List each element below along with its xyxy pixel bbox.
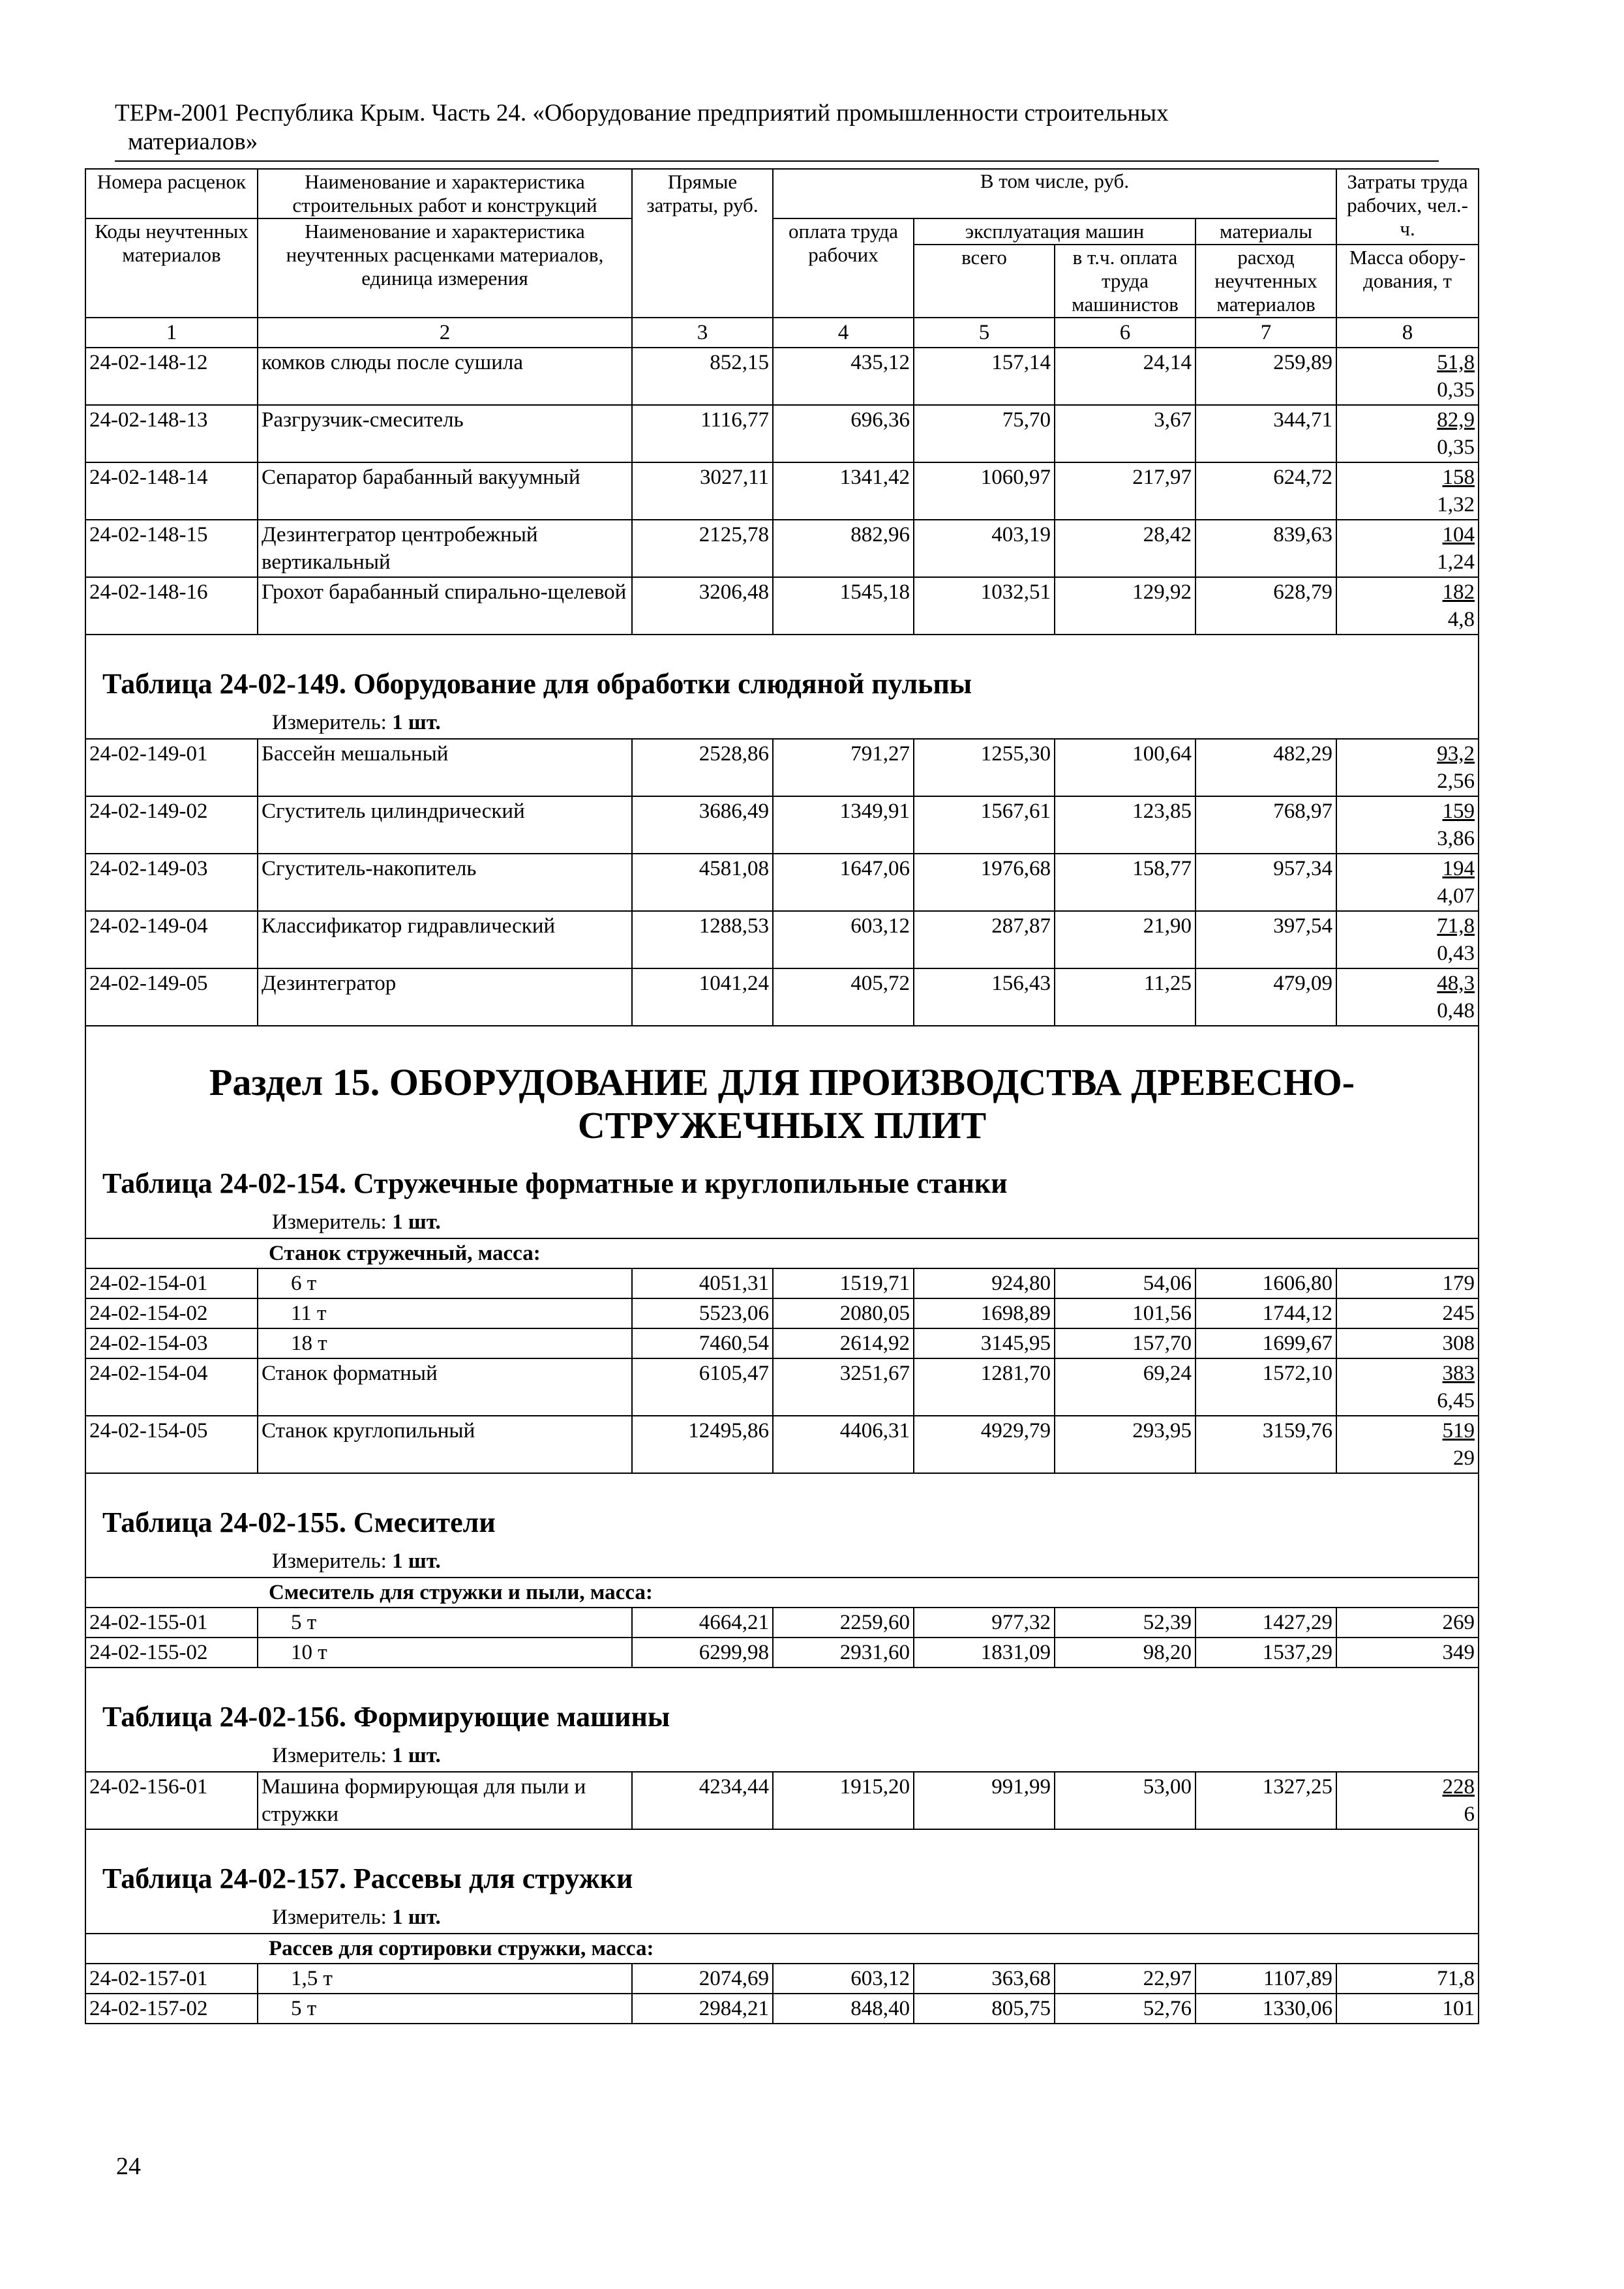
- rate-code: 24-02-157-02: [85, 1994, 258, 2024]
- table-156-title: Таблица 24-02-156. Формирующие машины: [102, 1701, 670, 1733]
- labor-mass-cell: [1336, 1416, 1479, 1473]
- labor-pay: 1545,18: [773, 577, 914, 635]
- equipment-mass: 3,86: [1437, 827, 1475, 850]
- direct-cost: 4051,31: [632, 1268, 773, 1298]
- labor-hours: 245: [1442, 1302, 1475, 1325]
- rate-name: 1,5 т: [258, 1964, 632, 1994]
- direct-cost: 4234,44: [632, 1772, 773, 1829]
- machinist-pay: 217,97: [1055, 462, 1195, 520]
- machines-total: 924,80: [914, 1268, 1055, 1298]
- labor-hours: 519: [1442, 1419, 1475, 1443]
- machines-total: 1567,61: [914, 796, 1055, 854]
- labor-mass-cell: [1336, 968, 1479, 1026]
- table-149-title: Таблица 24-02-149. Оборудование для обработки слюдяной пульпы: [102, 668, 972, 700]
- table-row: [85, 520, 1479, 577]
- machinist-pay: 100,64: [1055, 739, 1195, 796]
- labor-hours: 104: [1442, 523, 1475, 546]
- labor-pay: 2931,60: [773, 1638, 914, 1668]
- materials-cost: 768,97: [1195, 796, 1336, 854]
- rate-code: 24-02-154-03: [85, 1328, 258, 1358]
- table-row: [85, 854, 1479, 911]
- materials-cost: 1699,67: [1195, 1328, 1336, 1358]
- header-row-2: [85, 218, 1479, 245]
- rate-code: 24-02-149-05: [85, 968, 258, 1026]
- machinist-pay: 21,90: [1055, 911, 1195, 968]
- machinist-pay: 157,70: [1055, 1328, 1195, 1358]
- rate-name: Дезинтегратор центробежный вертикальный: [258, 520, 632, 577]
- direct-cost: 2074,69: [632, 1964, 773, 1994]
- labor-pay: 435,12: [773, 348, 914, 405]
- labor-pay: 696,36: [773, 405, 914, 462]
- equipment-mass: 4,8: [1447, 608, 1475, 631]
- rate-name: 11 т: [258, 1298, 632, 1328]
- labor-pay: 1647,06: [773, 854, 914, 911]
- machines-total: 1032,51: [914, 577, 1055, 635]
- rate-code: 24-02-156-01: [85, 1772, 258, 1829]
- direct-cost: 3686,49: [632, 796, 773, 854]
- materials-cost: 1537,29: [1195, 1638, 1336, 1668]
- table-row: [85, 968, 1479, 1026]
- machines-total: 1255,30: [914, 739, 1055, 796]
- materials-cost: 3159,76: [1195, 1416, 1336, 1473]
- table-row: [85, 739, 1479, 796]
- table-row: [85, 405, 1479, 462]
- machines-total: 75,70: [914, 405, 1055, 462]
- direct-cost: 7460,54: [632, 1328, 773, 1358]
- labor-mass-cell: [1336, 348, 1479, 405]
- equipment-mass: 0,35: [1437, 436, 1475, 459]
- labor-hours: 51,8: [1437, 351, 1475, 374]
- direct-cost: 1288,53: [632, 911, 773, 968]
- machines-header: эксплуатация машин: [914, 218, 1195, 245]
- labor-hours: 383: [1442, 1362, 1475, 1385]
- materials-header: материалы: [1195, 218, 1336, 245]
- labor-hours: 71,8: [1437, 1967, 1475, 1990]
- equipment-mass: 2,56: [1437, 770, 1475, 793]
- labor-hours: 349: [1442, 1641, 1475, 1664]
- machinist-pay: 28,42: [1055, 520, 1195, 577]
- labor-pay: 848,40: [773, 1994, 914, 2024]
- rate-name: Сгуститель-накопитель: [258, 854, 632, 911]
- machines-total: 363,68: [914, 1964, 1055, 1994]
- materials-cost: 1427,29: [1195, 1608, 1336, 1638]
- rate-name: 6 т: [258, 1268, 632, 1298]
- machinist-pay: 69,24: [1055, 1358, 1195, 1416]
- labor-pay: 2614,92: [773, 1328, 914, 1358]
- machines-total: 1281,70: [914, 1358, 1055, 1416]
- labor-mass-cell: [1336, 1638, 1479, 1668]
- col5-header: всего: [914, 245, 1055, 318]
- machines-total: 1060,97: [914, 462, 1055, 520]
- machines-total: 403,19: [914, 520, 1055, 577]
- materials-cost: 1107,89: [1195, 1964, 1336, 1994]
- labor-mass-cell: [1336, 911, 1479, 968]
- section-15-title: Раздел 15. ОБОРУДОВАНИЕ ДЛЯ ПРОИЗВОДСТВА ДРЕВЕСНО- СТРУЖЕЧНЫХ ПЛИТ: [209, 1061, 1355, 1146]
- labor-pay: 791,27: [773, 739, 914, 796]
- machinist-pay: 53,00: [1055, 1772, 1195, 1829]
- rate-name: Машина формирующая для пыли и стружки: [258, 1772, 632, 1829]
- labor-hours: 71,8: [1437, 914, 1475, 938]
- direct-cost: 852,15: [632, 348, 773, 405]
- machines-total: 3145,95: [914, 1328, 1055, 1358]
- labor-mass-cell: [1336, 1608, 1479, 1638]
- table-155-measure: Измеритель: 1 шт.: [272, 1549, 441, 1573]
- rate-code: 24-02-148-15: [85, 520, 258, 577]
- table-row: [85, 462, 1479, 520]
- labor-pay: 3251,67: [773, 1358, 914, 1416]
- materials-cost: 479,09: [1195, 968, 1336, 1026]
- col2-top: Наименование и характеристика строительных работ и конструкций: [258, 169, 632, 218]
- materials-cost: 624,72: [1195, 462, 1336, 520]
- table-157-measure: Измеритель: 1 шт.: [272, 1906, 441, 1929]
- direct-cost: 4581,08: [632, 854, 773, 911]
- labor-mass-cell: [1336, 739, 1479, 796]
- direct-cost: 2528,86: [632, 739, 773, 796]
- table-row: [85, 577, 1479, 635]
- materials-cost: 839,63: [1195, 520, 1336, 577]
- labor-mass-cell: [1336, 796, 1479, 854]
- group-row: Смеситель для стружки и пыли, масса:: [85, 1578, 1479, 1608]
- labor-mass-cell: [1336, 1964, 1479, 1994]
- rate-name: Разгрузчик-смеситель: [258, 405, 632, 462]
- machines-total: 1698,89: [914, 1298, 1055, 1328]
- direct-cost: 2984,21: [632, 1994, 773, 2024]
- rate-name: 5 т: [258, 1608, 632, 1638]
- col-number: 8: [1336, 318, 1479, 348]
- materials-cost: 628,79: [1195, 577, 1336, 635]
- machinist-pay: 101,56: [1055, 1298, 1195, 1328]
- machinist-pay: 24,14: [1055, 348, 1195, 405]
- equipment-mass: 1,32: [1437, 493, 1475, 516]
- table-row: [85, 796, 1479, 854]
- rate-code: 24-02-154-01: [85, 1268, 258, 1298]
- col1-bottom: Коды неучтенных материалов: [85, 218, 258, 318]
- direct-cost: 1116,77: [632, 405, 773, 462]
- machinist-pay: 11,25: [1055, 968, 1195, 1026]
- table-row: [85, 1416, 1479, 1473]
- labor-hours: 269: [1442, 1611, 1475, 1634]
- machines-total: 1831,09: [914, 1638, 1055, 1668]
- col6-header: в т.ч. оплата труда машинистов: [1055, 245, 1195, 318]
- rate-code: 24-02-148-14: [85, 462, 258, 520]
- col-number: 5: [914, 318, 1055, 348]
- direct-cost: 3027,11: [632, 462, 773, 520]
- machines-total: 157,14: [914, 348, 1055, 405]
- labor-mass-cell: [1336, 405, 1479, 462]
- header-line-1: ТЕРм-2001 Республика Крым. Часть 24. «Оборудование предприятий промышленности строительных: [115, 100, 1169, 127]
- table-row: [85, 1608, 1479, 1638]
- machinist-pay: 52,39: [1055, 1608, 1195, 1638]
- equipment-mass: 0,43: [1437, 942, 1475, 965]
- rate-code: 24-02-157-01: [85, 1964, 258, 1994]
- labor-hours: 48,3: [1437, 972, 1475, 995]
- machinist-pay: 98,20: [1055, 1638, 1195, 1668]
- col7-header: расход неучтенных материалов: [1195, 245, 1336, 318]
- labor-pay: 1519,71: [773, 1268, 914, 1298]
- labor-pay: 2259,60: [773, 1608, 914, 1638]
- rate-code: 24-02-149-04: [85, 911, 258, 968]
- col-number: 4: [773, 318, 914, 348]
- labor-pay: 603,12: [773, 1964, 914, 1994]
- rate-name: 18 т: [258, 1328, 632, 1358]
- labor-hours: 179: [1442, 1272, 1475, 1295]
- machinist-pay: 52,76: [1055, 1994, 1195, 2024]
- rate-name: комков слюды после сушила: [258, 348, 632, 405]
- machines-total: 1976,68: [914, 854, 1055, 911]
- machinist-pay: 3,67: [1055, 405, 1195, 462]
- col-number: 3: [632, 318, 773, 348]
- direct-cost: 6105,47: [632, 1358, 773, 1416]
- table-row: [85, 348, 1479, 405]
- column-numbers-row: [85, 318, 1479, 348]
- labor-hours: 182: [1442, 580, 1475, 604]
- rate-code: 24-02-155-01: [85, 1608, 258, 1638]
- col-number: 7: [1195, 318, 1336, 348]
- table-155-title: Таблица 24-02-155. Смесители: [102, 1506, 496, 1538]
- col1-top: Номера расценок: [85, 169, 258, 218]
- table-row: [85, 1964, 1479, 1994]
- labor-pay: 4406,31: [773, 1416, 914, 1473]
- table-row: [85, 1268, 1479, 1298]
- equipment-mass: 0,35: [1437, 378, 1475, 402]
- labor-hours: 159: [1442, 800, 1475, 823]
- direct-cost: 2125,78: [632, 520, 773, 577]
- equipment-mass: 6,45: [1437, 1389, 1475, 1413]
- rate-code: 24-02-149-02: [85, 796, 258, 854]
- direct-cost: 12495,86: [632, 1416, 773, 1473]
- labor-pay: 1915,20: [773, 1772, 914, 1829]
- machines-total: 991,99: [914, 1772, 1055, 1829]
- group-row: Станок стружечный, масса:: [85, 1238, 1479, 1268]
- labor-hours: 158: [1442, 466, 1475, 489]
- labor-hours: 194: [1442, 857, 1475, 880]
- col8-top: Затраты труда рабочих, чел.-ч.: [1336, 169, 1479, 245]
- materials-cost: 1327,25: [1195, 1772, 1336, 1829]
- rate-name: Станок форматный: [258, 1358, 632, 1416]
- col8-bottom: Масса обору-дования, т: [1336, 245, 1479, 318]
- rate-code: 24-02-149-01: [85, 739, 258, 796]
- rate-name: Сепаратор барабанный вакуумный: [258, 462, 632, 520]
- machinist-pay: 22,97: [1055, 1964, 1195, 1994]
- table-row: [85, 911, 1479, 968]
- labor-pay: 603,12: [773, 911, 914, 968]
- direct-cost: 4664,21: [632, 1608, 773, 1638]
- table-row: [85, 1994, 1479, 2024]
- rate-name: Станок круглопильный: [258, 1416, 632, 1473]
- header-rule: [115, 160, 1439, 162]
- materials-cost: 259,89: [1195, 348, 1336, 405]
- table-154-title: Таблица 24-02-154. Стружечные форматные и круглопильные станки: [102, 1167, 1008, 1199]
- rate-name: Сгуститель цилиндрический: [258, 796, 632, 854]
- rate-code: 24-02-154-04: [85, 1358, 258, 1416]
- labor-mass-cell: [1336, 577, 1479, 635]
- labor-mass-cell: 228 6: [1336, 1772, 1479, 1829]
- col-number: 6: [1055, 318, 1195, 348]
- labor-mass-cell: [1336, 462, 1479, 520]
- materials-cost: 1744,12: [1195, 1298, 1336, 1328]
- machines-total: 977,32: [914, 1608, 1055, 1638]
- materials-cost: 1572,10: [1195, 1358, 1336, 1416]
- table-157-title: Таблица 24-02-157. Рассевы для стружки: [102, 1863, 633, 1894]
- rate-code: 24-02-148-16: [85, 577, 258, 635]
- table-154-measure: Измеритель: 1 шт.: [272, 1210, 441, 1234]
- labor-pay: 2080,05: [773, 1298, 914, 1328]
- incl-header: В том числе, руб.: [773, 169, 1336, 218]
- rate-code: 24-02-148-13: [85, 405, 258, 462]
- rate-name: Бассейн мешальный: [258, 739, 632, 796]
- table-156-measure: Измеритель: 1 шт.: [272, 1744, 441, 1767]
- direct-cost: 1041,24: [632, 968, 773, 1026]
- col4-header: оплата труда рабочих: [773, 218, 914, 318]
- labor-hours: 82,9: [1437, 408, 1475, 432]
- table-row: [85, 1638, 1479, 1668]
- equipment-mass: 4,07: [1437, 884, 1475, 908]
- machinist-pay: 123,85: [1055, 796, 1195, 854]
- equipment-mass: 0,48: [1437, 999, 1475, 1023]
- rate-code: 24-02-148-12: [85, 348, 258, 405]
- labor-mass-cell: [1336, 1994, 1479, 2024]
- labor-hours: 101: [1442, 1997, 1475, 2020]
- materials-cost: 482,29: [1195, 739, 1336, 796]
- materials-cost: 397,54: [1195, 911, 1336, 968]
- materials-cost: 957,34: [1195, 854, 1336, 911]
- page-header: [115, 99, 1445, 157]
- machines-total: 4929,79: [914, 1416, 1055, 1473]
- labor-hours: 93,2: [1437, 742, 1475, 766]
- header-line-2: материалов»: [128, 128, 258, 155]
- rate-name: Дезинтегратор: [258, 968, 632, 1026]
- col-number: 1: [85, 318, 258, 348]
- labor-pay: 882,96: [773, 520, 914, 577]
- labor-hours: 308: [1442, 1332, 1475, 1355]
- machinist-pay: 54,06: [1055, 1268, 1195, 1298]
- labor-pay: 405,72: [773, 968, 914, 1026]
- table-row: [85, 1328, 1479, 1358]
- col-number: 2: [258, 318, 632, 348]
- group-row: Рассев для сортировки стружки, масса:: [85, 1934, 1479, 1964]
- labor-mass-cell: [1336, 520, 1479, 577]
- rate-name: Классификатор гидравлический: [258, 911, 632, 968]
- machinist-pay: 293,95: [1055, 1416, 1195, 1473]
- labor-mass-cell: [1336, 1328, 1479, 1358]
- rates-table: [85, 168, 1479, 2024]
- labor-pay: 1341,42: [773, 462, 914, 520]
- equipment-mass: 29: [1453, 1446, 1475, 1470]
- labor-mass-cell: [1336, 854, 1479, 911]
- direct-cost: 5523,06: [632, 1298, 773, 1328]
- direct-cost: 6299,98: [632, 1638, 773, 1668]
- machinist-pay: 129,92: [1055, 577, 1195, 635]
- machines-total: 156,43: [914, 968, 1055, 1026]
- labor-mass-cell: [1336, 1298, 1479, 1328]
- machinist-pay: 158,77: [1055, 854, 1195, 911]
- materials-cost: 344,71: [1195, 405, 1336, 462]
- direct-cost: 3206,48: [632, 577, 773, 635]
- rate-code: 24-02-149-03: [85, 854, 258, 911]
- table-row: [85, 1298, 1479, 1328]
- col2-bottom: Наименование и характеристика неучтенных расценками материалов, единица измерения: [258, 218, 632, 318]
- rate-code: 24-02-154-02: [85, 1298, 258, 1328]
- labor-mass-cell: [1336, 1268, 1479, 1298]
- rate-code: 24-02-154-05: [85, 1416, 258, 1473]
- header-row-1: [85, 169, 1479, 218]
- rate-name: 5 т: [258, 1994, 632, 2024]
- rate-name: Грохот барабанный спирально-щелевой: [258, 577, 632, 635]
- labor-mass-cell: [1336, 1358, 1479, 1416]
- rate-name: 10 т: [258, 1638, 632, 1668]
- rate-code: 24-02-155-02: [85, 1638, 258, 1668]
- col3-header: Прямые затраты, руб.: [632, 169, 773, 318]
- equipment-mass: 1,24: [1437, 550, 1475, 574]
- table-row: [85, 1772, 1479, 1829]
- materials-cost: 1606,80: [1195, 1268, 1336, 1298]
- table-row: [85, 1358, 1479, 1416]
- page-number: 24: [116, 2153, 141, 2180]
- labor-pay: 1349,91: [773, 796, 914, 854]
- table-149-measure: Измеритель: 1 шт.: [272, 711, 441, 734]
- machines-total: 805,75: [914, 1994, 1055, 2024]
- materials-cost: 1330,06: [1195, 1994, 1336, 2024]
- machines-total: 287,87: [914, 911, 1055, 968]
